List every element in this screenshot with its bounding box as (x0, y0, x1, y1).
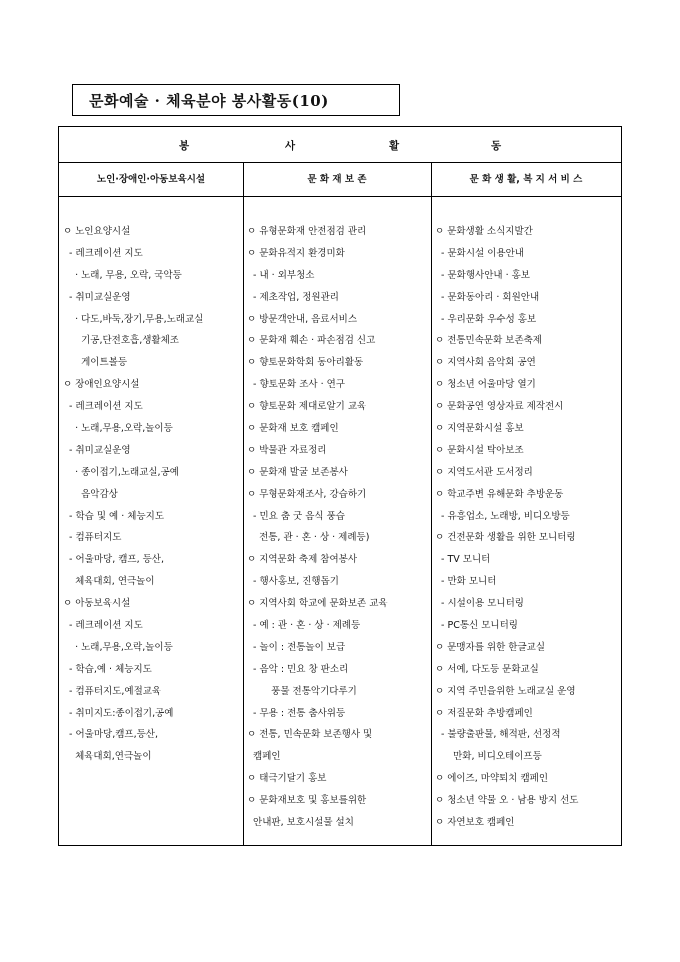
list-item: - 무용 : 전통 춤사위등 (247, 707, 346, 719)
column-divider (431, 163, 432, 845)
list-item: - 레크레이션 지도 (63, 247, 143, 259)
list-item: ㅇ 문화시설 탁아보조 (435, 444, 524, 456)
list-item: ㅇ 박물관 자료정리 (247, 444, 327, 456)
list-item: - 음악 : 민요 창 판소리 (247, 663, 349, 675)
list-item: - 취미지도:종이접기,공예 (63, 707, 174, 719)
list-item: ㅇ 태극기달기 홍보 (247, 773, 327, 785)
list-item: ㅇ 향토문화 제대로알기 교육 (247, 401, 367, 413)
list-item: - 행사홍보, 진행돕기 (247, 576, 339, 588)
list-item: - 컴퓨터지도,예절교육 (63, 685, 162, 697)
list-item: - 제초작업, 정원관리 (247, 291, 339, 303)
list-item: - 문화시설 이용안내 (435, 247, 524, 259)
list-item: 기공,단전호흡,생활체조 (63, 335, 179, 347)
list-item: ㅇ 학교주변 유해문화 추방운동 (435, 488, 564, 500)
list-item: ㅇ 아동보육시설 (63, 598, 131, 610)
list-item: - 유흥업소, 노래방, 비디오방등 (435, 510, 570, 522)
page-title: 문화예술 · 체육분야 봉사활동(10) (72, 84, 400, 116)
list-item: - 컴퓨터지도 (63, 532, 122, 544)
list-item: 만화, 비디오테이프등 (435, 751, 542, 763)
table-header-columns (59, 163, 621, 197)
list-item: ㅇ 문화공연 영상자료 제작전시 (435, 401, 564, 413)
list-item: ㅇ 지역문화 축제 참여봉사 (247, 554, 358, 566)
column-divider (243, 163, 244, 845)
list-item: - 민요 춤 굿 음식 풍습 (247, 510, 345, 522)
list-item: - PC통신 모니터링 (435, 620, 518, 632)
list-item: · 노래, 무용, 오락, 국악등 (63, 269, 182, 281)
list-item: ㅇ 지역문화시설 홍보 (435, 423, 524, 435)
list-item: 음악감상 (63, 488, 118, 500)
header-char: 사 (285, 140, 296, 152)
list-item: 풍물 전통악기다루기 (247, 685, 357, 697)
list-item: - 시설이용 모니터링 (435, 598, 524, 610)
list-item: ㅇ 청소년 약물 오 · 남용 방지 선도 (435, 795, 579, 807)
list-item: - 학습 및 예 · 체능지도 (63, 510, 165, 522)
list-item: - 문화행사안내 · 홍보 (435, 269, 530, 281)
list-item: - 내 · 외부청소 (247, 269, 315, 281)
list-item: ㅇ 자연보호 캠페인 (435, 817, 515, 829)
column-header: 문 화 생 활, 복 지 서 비 스 (469, 174, 583, 185)
list-item: - 향토문화 조사 · 연구 (247, 379, 345, 391)
list-item: 캠페인 (247, 751, 281, 763)
list-item: ㅇ 노인요양시설 (63, 226, 131, 237)
column-heritage-preservation (247, 221, 429, 834)
list-item: ㅇ 장애인요양시설 (63, 379, 140, 391)
list-item: ㅇ 지역 주민을위한 노래교실 운영 (435, 685, 576, 697)
list-item: · 다도,바둑,장기,무용,노래교실 (63, 313, 204, 325)
header-char: 활 (389, 140, 400, 152)
list-item: 게이트볼등 (63, 357, 128, 369)
list-item: - 어울마당, 캠프, 등산, (63, 554, 165, 566)
list-item: ㅇ 향토문화학회 동아리활동 (247, 357, 364, 369)
list-item: ㅇ 문화재보호 및 홍보를위한 (247, 795, 367, 807)
list-item: - 레크레이션 지도 (63, 620, 143, 632)
column-cultural-life (435, 221, 619, 834)
header-char: 봉 (179, 140, 190, 152)
list-item: ㅇ 문맹자를 위한 한글교실 (435, 641, 546, 653)
list-item: ㅇ 문화생활 소식지발간 (435, 226, 533, 237)
list-item: - 우리문화 우수성 홍보 (435, 313, 537, 325)
header-char: 동 (491, 140, 502, 152)
list-item: - 만화 모니터 (435, 576, 497, 588)
list-item: ㅇ 문화재 보호 캠페인 (247, 423, 339, 435)
list-item: - 놀이 : 전통놀이 보급 (247, 641, 346, 653)
list-item: · 종이접기,노래교실,공예 (63, 466, 179, 478)
list-item: ㅇ 저질문화 추방캠페인 (435, 707, 533, 719)
list-item: · 노래,무용,오락,놀이등 (63, 423, 173, 435)
list-item: - 레크레이션 지도 (63, 401, 143, 413)
list-item: ㅇ 문화재 발굴 보존봉사 (247, 466, 348, 478)
list-item: ㅇ 문화유적지 환경미화 (247, 247, 345, 259)
list-item: - 학습,예 · 체능지도 (63, 663, 152, 675)
column-care-facilities (63, 221, 241, 768)
list-item: - 문화동아리 · 회원안내 (435, 291, 540, 303)
list-item: ㅇ 전통민속문화 보존축제 (435, 335, 542, 347)
list-item: ㅇ 청소년 어울마당 열기 (435, 379, 536, 391)
list-item: ㅇ 전통, 민속문화 보존행사 및 (247, 729, 373, 741)
list-item: ㅇ 무형문화재조사, 강습하기 (247, 488, 367, 500)
list-item: ㅇ 지역도서관 도서정리 (435, 466, 533, 478)
list-item: ㅇ 지역사회 음악회 공연 (435, 357, 536, 369)
list-item: 체육대회, 연극놀이 (63, 576, 155, 588)
list-item: - 취미교실운영 (63, 444, 131, 456)
list-item: ㅇ 지역사회 학교에 문화보존 교육 (247, 598, 388, 610)
list-item: · 노래,무용,오락,놀이등 (63, 641, 173, 653)
list-item: - 불량출판물, 해적판, 선정적 (435, 729, 561, 741)
list-item: ㅇ 유형문화재 안전점검 관리 (247, 226, 367, 237)
list-item: 체육대회,연극놀이 (63, 751, 152, 763)
list-item: ㅇ 서예, 다도등 문화교실 (435, 663, 539, 675)
list-item: ㅇ 방문객안내, 음료서비스 (247, 313, 358, 325)
column-header: 노인·장애인·아동보육시설 (96, 174, 206, 185)
list-item: ㅇ 에이즈, 마약퇴치 캠페인 (435, 773, 549, 785)
table-header-top (59, 127, 621, 163)
list-item: - 어울마당,캠프,등산, (63, 729, 158, 741)
list-item: 안내판, 보호시설물 설치 (247, 817, 354, 829)
list-item: ㅇ 문화재 훼손 · 파손점검 신고 (247, 335, 376, 347)
list-item: ㅇ 건전문화 생활을 위한 모니터링 (435, 532, 576, 544)
list-item: - 예 : 관 · 혼 · 상 · 제례등 (247, 620, 361, 632)
list-item: - 취미교실운영 (63, 291, 131, 303)
column-header: 문 화 재 보 존 (307, 174, 367, 185)
list-item: - TV 모니터 (435, 554, 491, 566)
activity-table (58, 126, 622, 846)
list-item: 전통, 관 · 혼 · 상 · 제례등) (247, 532, 370, 544)
